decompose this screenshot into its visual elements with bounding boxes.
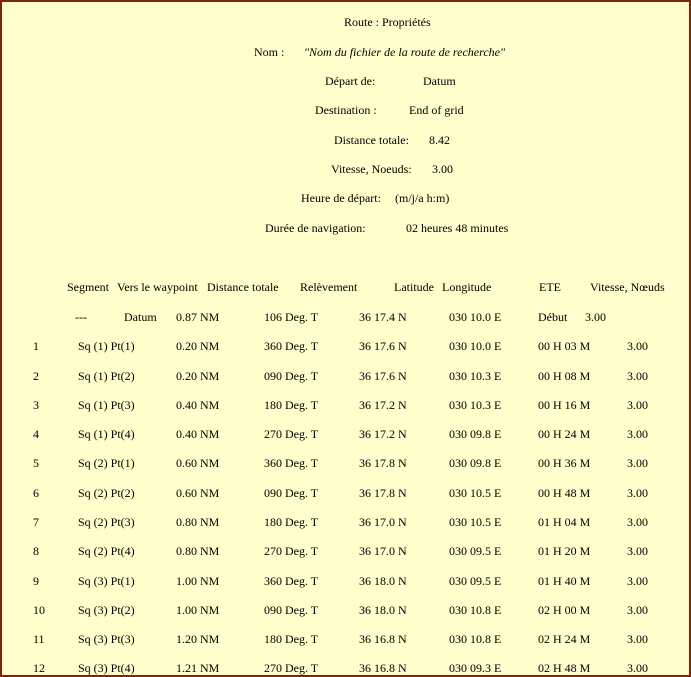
row-speed: 3.00 — [627, 369, 648, 383]
table-row — [2, 309, 689, 325]
col-header-bearing: Relèvement — [300, 280, 358, 294]
route-name-line — [2, 44, 689, 60]
table-row — [2, 338, 689, 354]
row-bearing: 090 Deg. T — [264, 486, 319, 500]
row-longitude: 030 10.3 E — [449, 398, 502, 412]
row-segment: --- — [75, 310, 87, 324]
row-segment: 2 — [33, 369, 39, 383]
row-ete: 02 H 24 M — [538, 632, 591, 646]
row-bearing: 180 Deg. T — [264, 515, 319, 529]
row-speed: 3.00 — [627, 603, 648, 617]
row-longitude: 030 10.0 E — [449, 339, 502, 353]
row-waypoint: Sq (2) Pt(2) — [78, 486, 135, 500]
row-ete: 00 H 48 M — [538, 486, 591, 500]
table-row — [2, 631, 689, 647]
row-longitude: 030 10.5 E — [449, 486, 502, 500]
table-row — [2, 485, 689, 501]
departure-time-value: (m/j/a h:m) — [395, 191, 450, 205]
row-longitude: 030 10.8 E — [449, 632, 502, 646]
row-bearing: 360 Deg. T — [264, 574, 319, 588]
page-title: Route : Propriétés — [344, 15, 431, 29]
speed-label: Vitesse, Noeuds: — [331, 162, 412, 176]
row-segment: 11 — [33, 632, 45, 646]
row-bearing: 180 Deg. T — [264, 398, 319, 412]
row-distance: 0.60 NM — [176, 486, 220, 500]
row-distance: 1.00 NM — [176, 574, 220, 588]
row-latitude: 36 16.8 N — [359, 661, 407, 675]
row-segment: 3 — [33, 398, 39, 412]
row-speed: 3.00 — [627, 632, 648, 646]
row-ete: 02 H 00 M — [538, 603, 591, 617]
table-row — [2, 455, 689, 471]
navigation-duration-label: Durée de navigation: — [265, 221, 366, 235]
row-ete: 00 H 03 M — [538, 339, 591, 353]
row-distance: 0.40 NM — [176, 427, 220, 441]
row-speed: 3.00 — [627, 339, 648, 353]
row-waypoint: Sq (1) Pt(2) — [78, 369, 135, 383]
row-longitude: 030 09.3 E — [449, 661, 502, 675]
row-distance: 1.20 NM — [176, 632, 220, 646]
row-waypoint: Sq (1) Pt(4) — [78, 427, 135, 441]
row-latitude: 36 16.8 N — [359, 632, 407, 646]
table-row — [2, 426, 689, 442]
row-longitude: 030 10.3 E — [449, 369, 502, 383]
row-longitude: 030 10.8 E — [449, 603, 502, 617]
departure-time-line — [2, 190, 689, 206]
row-waypoint: Sq (1) Pt(3) — [78, 398, 135, 412]
row-bearing: 360 Deg. T — [264, 339, 319, 353]
row-bearing: 090 Deg. T — [264, 603, 319, 617]
row-distance: 0.60 NM — [176, 456, 220, 470]
table-row — [2, 573, 689, 589]
row-speed: 3.00 — [627, 544, 648, 558]
row-latitude: 36 17.6 N — [359, 339, 407, 353]
row-speed: 3.00 — [627, 456, 648, 470]
table-row — [2, 514, 689, 530]
row-longitude: 030 09.5 E — [449, 574, 502, 588]
row-distance: 0.80 NM — [176, 515, 220, 529]
row-waypoint: Sq (1) Pt(1) — [78, 339, 135, 353]
destination-label: Destination : — [315, 103, 377, 117]
row-segment: 1 — [33, 339, 39, 353]
total-distance-value: 8.42 — [429, 133, 450, 147]
departure-time-label: Heure de départ: — [301, 191, 381, 205]
row-waypoint: Sq (3) Pt(3) — [78, 632, 135, 646]
row-distance: 0.40 NM — [176, 398, 220, 412]
row-bearing: 106 Deg. T — [264, 310, 319, 324]
row-bearing: 090 Deg. T — [264, 369, 319, 383]
row-distance: 0.87 NM — [176, 310, 220, 324]
speed-line — [2, 161, 689, 177]
navigation-duration-value: 02 heures 48 minutes — [406, 221, 509, 235]
row-latitude: 36 17.6 N — [359, 369, 407, 383]
row-longitude: 030 09.8 E — [449, 456, 502, 470]
row-speed: 3.00 — [627, 515, 648, 529]
col-header-speed: Vitesse, Nœuds — [590, 280, 665, 294]
total-distance-line — [2, 132, 689, 148]
row-latitude: 36 17.4 N — [359, 310, 407, 324]
row-ete: 00 H 08 M — [538, 369, 591, 383]
row-ete: 02 H 48 M — [538, 661, 591, 675]
row-waypoint: Datum — [124, 310, 157, 324]
row-latitude: 36 17.0 N — [359, 515, 407, 529]
row-segment: 12 — [33, 661, 45, 675]
row-ete: 01 H 40 M — [538, 574, 591, 588]
row-longitude: 030 09.8 E — [449, 427, 502, 441]
row-speed: 3.00 — [627, 427, 648, 441]
row-waypoint: Sq (3) Pt(2) — [78, 603, 135, 617]
row-speed: 3.00 — [627, 398, 648, 412]
row-bearing: 270 Deg. T — [264, 661, 319, 675]
row-segment: 4 — [33, 427, 39, 441]
col-header-latitude: Latitude — [394, 280, 434, 294]
navigation-duration-line — [2, 220, 689, 236]
table-row — [2, 602, 689, 618]
row-latitude: 36 18.0 N — [359, 574, 407, 588]
row-distance: 0.20 NM — [176, 339, 220, 353]
row-segment: 7 — [33, 515, 39, 529]
row-ete: 00 H 24 M — [538, 427, 591, 441]
row-waypoint: Sq (2) Pt(1) — [78, 456, 135, 470]
route-name-label: Nom : — [254, 45, 285, 59]
row-ete: 01 H 20 M — [538, 544, 591, 558]
row-ete: 00 H 16 M — [538, 398, 591, 412]
destination-value: End of grid — [409, 103, 464, 117]
row-longitude: 030 10.0 E — [449, 310, 502, 324]
row-bearing: 360 Deg. T — [264, 456, 319, 470]
departure-label: Départ de: — [325, 74, 376, 88]
col-header-ete: ETE — [539, 280, 561, 294]
departure-value: Datum — [423, 74, 456, 88]
col-header-waypoint: Vers le waypoint — [117, 280, 198, 294]
col-header-longitude: Longitude — [442, 280, 492, 294]
row-bearing: 270 Deg. T — [264, 427, 319, 441]
row-waypoint: Sq (3) Pt(4) — [78, 661, 135, 675]
row-latitude: 36 17.8 N — [359, 456, 407, 470]
row-ete: 00 H 36 M — [538, 456, 591, 470]
route-name-value: "Nom du fichier de la route de recherche" — [304, 45, 506, 59]
row-ete: 01 H 04 M — [538, 515, 591, 529]
row-latitude: 36 17.0 N — [359, 544, 407, 558]
route-header — [2, 14, 689, 30]
table-row — [2, 397, 689, 413]
row-latitude: 36 17.8 N — [359, 486, 407, 500]
table-row — [2, 543, 689, 559]
row-segment: 9 — [33, 574, 39, 588]
col-header-distance: Distance totale — [207, 280, 279, 294]
row-distance: 1.21 NM — [176, 661, 220, 675]
speed-value: 3.00 — [432, 162, 453, 176]
row-latitude: 36 17.2 N — [359, 427, 407, 441]
row-bearing: 270 Deg. T — [264, 544, 319, 558]
row-speed: 3.00 — [627, 486, 648, 500]
row-distance: 1.00 NM — [176, 603, 220, 617]
table-row — [2, 660, 689, 676]
destination-line — [2, 102, 689, 118]
row-waypoint: Sq (2) Pt(3) — [78, 515, 135, 529]
total-distance-label: Distance totale: — [334, 133, 409, 147]
row-distance: 0.80 NM — [176, 544, 220, 558]
row-speed: 3.00 — [627, 574, 648, 588]
row-segment: 5 — [33, 456, 39, 470]
row-waypoint: Sq (2) Pt(4) — [78, 544, 135, 558]
row-ete: Début — [538, 310, 568, 324]
row-bearing: 180 Deg. T — [264, 632, 319, 646]
row-longitude: 030 09.5 E — [449, 544, 502, 558]
col-header-segment: Segment — [67, 280, 109, 294]
row-segment: 8 — [33, 544, 39, 558]
row-longitude: 030 10.5 E — [449, 515, 502, 529]
row-speed: 3.00 — [585, 310, 606, 324]
table-row — [2, 368, 689, 384]
row-latitude: 36 17.2 N — [359, 398, 407, 412]
row-waypoint: Sq (3) Pt(1) — [78, 574, 135, 588]
row-segment: 10 — [33, 603, 45, 617]
row-distance: 0.20 NM — [176, 369, 220, 383]
departure-line — [2, 73, 689, 89]
row-latitude: 36 18.0 N — [359, 603, 407, 617]
row-speed: 3.00 — [627, 661, 648, 675]
row-segment: 6 — [33, 486, 39, 500]
